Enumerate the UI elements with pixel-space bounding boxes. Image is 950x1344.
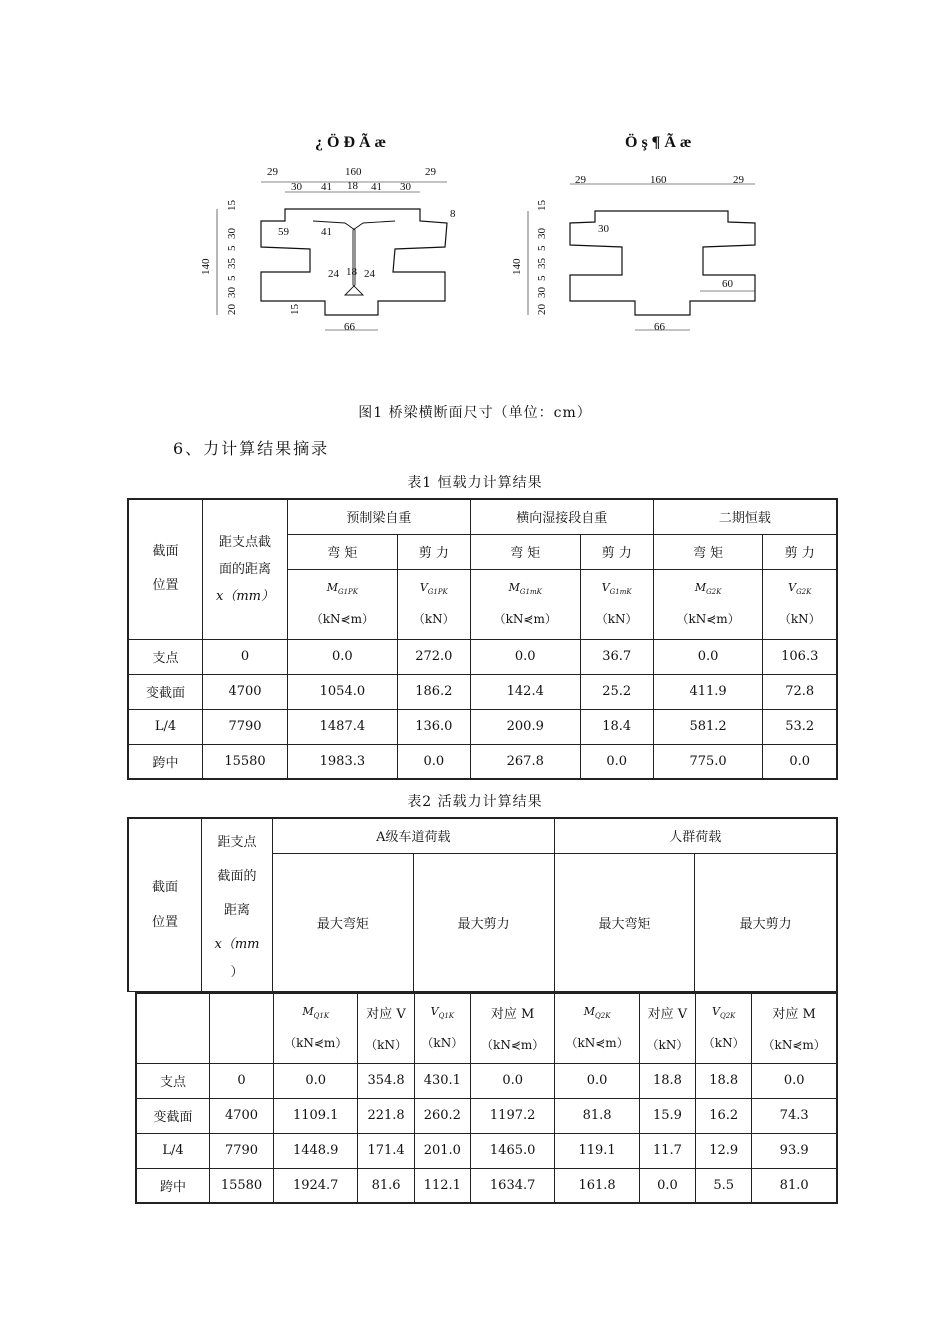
cell: 221.8 bbox=[358, 1098, 414, 1133]
left-dim-inner-c: 24 bbox=[328, 268, 339, 280]
cell: 200.9 bbox=[470, 709, 580, 744]
symbol-cell: $M_{G2K}$ （kN⋞m） bbox=[653, 569, 763, 639]
cell: 93.9 bbox=[752, 1133, 837, 1168]
right-dim-vpart: 15 bbox=[536, 200, 548, 211]
empty-cell bbox=[136, 993, 210, 1063]
cell: 跨中 bbox=[128, 744, 203, 779]
sub-header: 弯 矩 bbox=[653, 534, 763, 569]
symbol-cell: $V_{Q2K}$ （kN） bbox=[696, 993, 752, 1063]
sub-header: 最大弯矩 bbox=[273, 853, 414, 991]
right-dim-vpart: 30 bbox=[536, 228, 548, 239]
header-position: 截面 位置 bbox=[128, 499, 203, 639]
cell: 1924.7 bbox=[274, 1168, 358, 1203]
group-header: A级车道荷载 bbox=[273, 818, 555, 853]
table-row bbox=[136, 1063, 837, 1098]
cell: 0 bbox=[210, 1063, 274, 1098]
cross-section-figure bbox=[195, 125, 775, 350]
cell: 272.0 bbox=[397, 639, 470, 674]
cell: 775.0 bbox=[653, 744, 763, 779]
cell: 81.8 bbox=[555, 1098, 639, 1133]
cell: 1054.0 bbox=[288, 674, 398, 709]
cell: 7790 bbox=[210, 1133, 274, 1168]
left-dim-side: 8 bbox=[450, 208, 456, 220]
cell: 81.0 bbox=[752, 1168, 837, 1203]
symbol-cell: $M_{G1mK}$ （kN⋞m） bbox=[470, 569, 580, 639]
left-dim-top-left: 29 bbox=[267, 166, 278, 178]
cell: 1448.9 bbox=[274, 1133, 358, 1168]
cell: 0.0 bbox=[555, 1063, 639, 1098]
cell: 411.9 bbox=[653, 674, 763, 709]
cell: 1983.3 bbox=[288, 744, 398, 779]
cell: 15.9 bbox=[639, 1098, 695, 1133]
cell: L/4 bbox=[136, 1133, 210, 1168]
cell: 201.0 bbox=[414, 1133, 470, 1168]
table-row bbox=[136, 1168, 837, 1203]
left-dim-inner-e: 24 bbox=[364, 268, 375, 280]
sub-header: 剪 力 bbox=[580, 534, 653, 569]
right-dim-vpart: 5 bbox=[536, 245, 548, 251]
cell: 136.0 bbox=[397, 709, 470, 744]
cell: 支点 bbox=[128, 639, 203, 674]
cell: 12.9 bbox=[696, 1133, 752, 1168]
cell: 581.2 bbox=[653, 709, 763, 744]
cell: 142.4 bbox=[470, 674, 580, 709]
left-dim-part: 41 bbox=[371, 181, 382, 193]
cell: 171.4 bbox=[358, 1133, 414, 1168]
left-dim-vpart: 30 bbox=[226, 228, 238, 239]
right-dim-height: 140 bbox=[511, 258, 523, 275]
left-dim-vpart: 15 bbox=[226, 200, 238, 211]
cell: 跨中 bbox=[136, 1168, 210, 1203]
right-dim-top-right: 29 bbox=[733, 174, 744, 186]
left-dim-vpart: 5 bbox=[226, 275, 238, 281]
symbol-cell: $M_{G1PK}$ （kN⋞m） bbox=[288, 569, 398, 639]
cell: 72.8 bbox=[763, 674, 837, 709]
right-dim-bottom: 66 bbox=[654, 321, 665, 333]
cell: 1465.0 bbox=[470, 1133, 554, 1168]
left-dim-low: 15 bbox=[289, 304, 301, 315]
table-row bbox=[136, 1133, 837, 1168]
cell: 0 bbox=[203, 639, 288, 674]
cell: 16.2 bbox=[696, 1098, 752, 1133]
cell: 7790 bbox=[203, 709, 288, 744]
sub-header: 最大剪力 bbox=[413, 853, 554, 991]
cell: L/4 bbox=[128, 709, 203, 744]
group-header: 横向湿接段自重 bbox=[470, 499, 653, 534]
table1-caption: 表1 恒载力计算结果 bbox=[407, 475, 543, 491]
cell: 0.0 bbox=[470, 1063, 554, 1098]
left-dim-vpart: 20 bbox=[226, 304, 238, 315]
symbol-cell: 对应 M （kN⋞m） bbox=[752, 993, 837, 1063]
cell: 0.0 bbox=[763, 744, 837, 779]
cell: 1634.7 bbox=[470, 1168, 554, 1203]
cell: 11.7 bbox=[639, 1133, 695, 1168]
table-row bbox=[128, 674, 837, 709]
symbol-cell: $V_{Q1K}$ （kN） bbox=[414, 993, 470, 1063]
cell: 4700 bbox=[210, 1098, 274, 1133]
right-dim-top-total: 160 bbox=[650, 174, 667, 186]
group-header: 二期恒载 bbox=[653, 499, 837, 534]
cell: 119.1 bbox=[555, 1133, 639, 1168]
symbol-cell: 对应 M （kN⋞m） bbox=[470, 993, 554, 1063]
left-dim-vpart: 35 bbox=[226, 258, 238, 269]
sub-header: 弯 矩 bbox=[470, 534, 580, 569]
symbol-cell: $V_{G1mK}$ （kN） bbox=[580, 569, 653, 639]
right-dim-vpart: 5 bbox=[536, 275, 548, 281]
right-dim-vpart: 30 bbox=[536, 287, 548, 298]
table-row bbox=[128, 744, 837, 779]
left-dim-vpart: 5 bbox=[226, 245, 238, 251]
section-heading: 6、力计算结果摘录 bbox=[173, 439, 330, 458]
left-dim-part: 18 bbox=[347, 180, 358, 192]
sub-header: 剪 力 bbox=[397, 534, 470, 569]
cell: 0.0 bbox=[274, 1063, 358, 1098]
cell: 18.8 bbox=[639, 1063, 695, 1098]
left-dim-bottom: 66 bbox=[344, 321, 355, 333]
symbol-cell: 对应 V （kN） bbox=[358, 993, 414, 1063]
cell: 15580 bbox=[203, 744, 288, 779]
table-row bbox=[128, 709, 837, 744]
left-dim-height: 140 bbox=[200, 258, 212, 275]
sub-header: 最大弯矩 bbox=[554, 853, 695, 991]
cell: 0.0 bbox=[288, 639, 398, 674]
cell: 81.6 bbox=[358, 1168, 414, 1203]
symbol-cell: $M_{Q2K}$ （kN⋞m） bbox=[555, 993, 639, 1063]
live-load-table-header bbox=[127, 817, 838, 992]
group-header: 人群荷载 bbox=[554, 818, 837, 853]
sub-header: 弯 矩 bbox=[288, 534, 398, 569]
cell: 18.8 bbox=[696, 1063, 752, 1098]
cell: 106.3 bbox=[763, 639, 837, 674]
table-row bbox=[128, 639, 837, 674]
cell: 354.8 bbox=[358, 1063, 414, 1098]
left-dim-inner-d: 18 bbox=[346, 266, 357, 278]
symbol-cell: $V_{G2K}$ （kN） bbox=[763, 569, 837, 639]
right-figure-title: Ö ş ¶ Ã æ bbox=[625, 134, 692, 151]
cell: 0.0 bbox=[580, 744, 653, 779]
table2-caption: 表2 活载力计算结果 bbox=[407, 794, 543, 810]
sub-header: 剪 力 bbox=[763, 534, 837, 569]
right-dim-top-left: 29 bbox=[575, 174, 586, 186]
cell: 430.1 bbox=[414, 1063, 470, 1098]
cell: 0.0 bbox=[639, 1168, 695, 1203]
cell: 1197.2 bbox=[470, 1098, 554, 1133]
left-dim-inner-b: 41 bbox=[321, 226, 332, 238]
symbol-cell: $V_{G1PK}$ （kN） bbox=[397, 569, 470, 639]
cell: 1109.1 bbox=[274, 1098, 358, 1133]
live-load-table bbox=[135, 992, 838, 1204]
cell: 260.2 bbox=[414, 1098, 470, 1133]
empty-cell bbox=[210, 993, 274, 1063]
cell: 1487.4 bbox=[288, 709, 398, 744]
cell: 186.2 bbox=[397, 674, 470, 709]
cell: 4700 bbox=[203, 674, 288, 709]
cell: 变截面 bbox=[128, 674, 203, 709]
cell: 0.0 bbox=[752, 1063, 837, 1098]
cell: 变截面 bbox=[136, 1098, 210, 1133]
cell: 267.8 bbox=[470, 744, 580, 779]
cell: 0.0 bbox=[470, 639, 580, 674]
cell: 74.3 bbox=[752, 1098, 837, 1133]
group-header: 预制梁自重 bbox=[288, 499, 471, 534]
cell: 15580 bbox=[210, 1168, 274, 1203]
right-dim-inner-a: 30 bbox=[598, 223, 609, 235]
header-distance: 距支点截 面的距离 x（mm） bbox=[203, 499, 288, 639]
cell: 支点 bbox=[136, 1063, 210, 1098]
cell: 0.0 bbox=[653, 639, 763, 674]
right-dim-vpart: 35 bbox=[536, 258, 548, 269]
header-position: 截面 位置 bbox=[128, 818, 202, 991]
left-dim-part: 30 bbox=[291, 181, 302, 193]
cell: 112.1 bbox=[414, 1168, 470, 1203]
cell: 25.2 bbox=[580, 674, 653, 709]
symbol-cell: 对应 V （kN） bbox=[639, 993, 695, 1063]
left-dim-top-right: 29 bbox=[425, 166, 436, 178]
cell: 18.4 bbox=[580, 709, 653, 744]
header-distance: 距支点 截面的 距离 x（mm ） bbox=[202, 818, 273, 991]
symbol-cell: $M_{Q1K}$ （kN⋞m） bbox=[274, 993, 358, 1063]
left-dim-vpart: 30 bbox=[226, 287, 238, 298]
left-dim-inner-a: 59 bbox=[278, 226, 289, 238]
right-dim-inner-b: 60 bbox=[722, 278, 733, 290]
left-figure-title: ¿ Ö Ð Ã æ bbox=[315, 134, 387, 151]
dead-load-table bbox=[127, 498, 838, 780]
cell: 36.7 bbox=[580, 639, 653, 674]
cell: 0.0 bbox=[397, 744, 470, 779]
sub-header: 最大剪力 bbox=[695, 853, 837, 991]
right-dim-vpart: 20 bbox=[536, 304, 548, 315]
left-dim-top-total: 160 bbox=[345, 166, 362, 178]
cell: 53.2 bbox=[763, 709, 837, 744]
left-dim-part: 41 bbox=[321, 181, 332, 193]
figure-caption: 图1 桥梁横断面尺寸（单位：cm） bbox=[358, 405, 592, 421]
cell: 5.5 bbox=[696, 1168, 752, 1203]
left-dim-part: 30 bbox=[400, 181, 411, 193]
cell: 161.8 bbox=[555, 1168, 639, 1203]
table-row bbox=[136, 1098, 837, 1133]
